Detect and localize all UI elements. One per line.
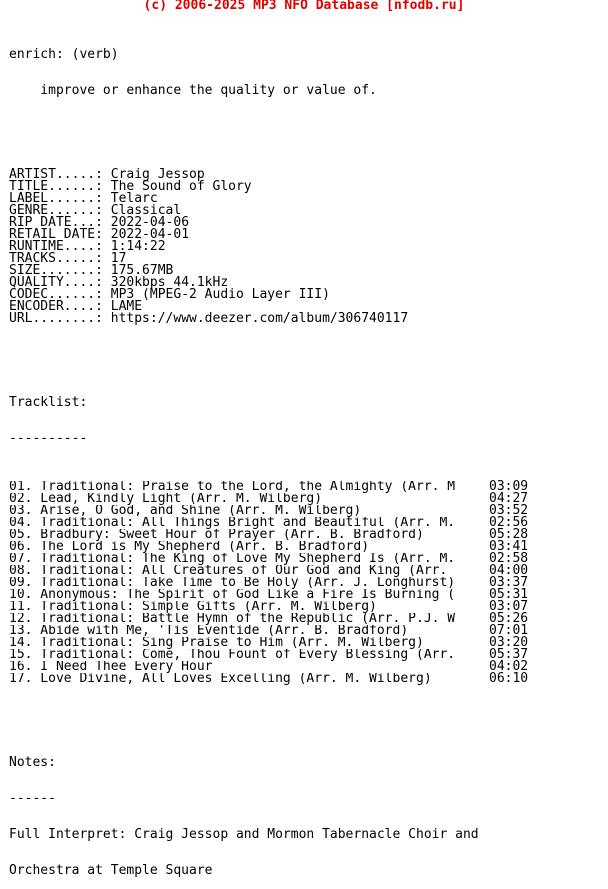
track-duration: 03:37 [489, 575, 529, 590]
info-key: TITLE......: [9, 179, 111, 194]
info-value: Classical [110, 203, 182, 218]
tracklist-underline: ---------- [9, 431, 88, 446]
track-duration: 03:07 [489, 599, 529, 614]
track-title: 04. Traditional: All Things Bright and Beautiful (Arr. M. [9, 517, 456, 529]
track-duration: 06:10 [489, 671, 529, 686]
info-key: TRACKS.....: [9, 251, 111, 266]
track-duration: 05:31 [489, 587, 529, 602]
info-row [9, 313, 604, 325]
info-value: LAME [110, 299, 143, 314]
track-duration: 02:58 [489, 551, 529, 566]
track-duration: 04:27 [489, 491, 529, 506]
notes-line: Full Interpret: Craig Jessop and Mormon Tabernacle Choir and [9, 827, 479, 842]
nfo-text [9, 25, 604, 889]
track-duration: 03:52 [489, 503, 529, 518]
info-key: SIZE.......: [9, 263, 111, 278]
track-duration: 02:56 [489, 515, 529, 530]
info-value: Craig Jessop [110, 167, 205, 182]
track-row [9, 601, 604, 613]
track-title: 12. Traditional: Battle Hymn of the Republic (Arr. P.J. W [9, 613, 456, 625]
info-key: ENCODER....: [9, 299, 111, 314]
track-duration: 03:20 [489, 635, 529, 650]
track-title: 07. Traditional: The King of Love My Shepherd Is (Arr. M. [9, 553, 456, 565]
info-value: 1:14:22 [110, 239, 166, 254]
track-row [9, 649, 604, 661]
track-title: 01. Traditional: Praise to the Lord, the Almighty (Arr. M [9, 481, 456, 493]
track-title: 16. I Need Thee Every Hour [9, 661, 213, 673]
info-key: CODEC......: [9, 287, 111, 302]
info-key: QUALITY....: [9, 275, 111, 290]
spacer [9, 361, 604, 373]
track-row [9, 661, 604, 673]
track-title: 02. Lead, Kindly Light (Arr. M. Wilberg) [9, 493, 323, 505]
track-row [9, 577, 604, 589]
track-title: 17. Love Divine, All Loves Excelling (Arr. M. Wilberg) [9, 673, 432, 685]
site-banner: (c) 2006-2025 MP3 NFO Database [nfodb.ru] [143, 0, 465, 13]
track-title: 05. Bradbury: Sweet Hour of Prayer (Arr. B. Bradford) [9, 529, 424, 541]
track-title: 15. Traditional: Come, Thou Fount of Every Blessing (Arr. [9, 649, 456, 661]
track-row [9, 589, 604, 601]
track-duration: 04:00 [489, 563, 529, 578]
info-key: GENRE......: [9, 203, 111, 218]
track-duration: 03:09 [489, 479, 529, 494]
info-value: MP3 (MPEG-2 Audio Layer III) [110, 287, 330, 302]
track-duration: 05:28 [489, 527, 529, 542]
track-title: 11. Traditional: Simple Gifts (Arr. M. Wilberg) [9, 601, 377, 613]
track-row [9, 625, 604, 637]
spacer [9, 121, 604, 133]
info-value: 2022-04-01 [110, 227, 190, 242]
release-info [9, 169, 604, 325]
definition-word: enrich: (verb) [9, 47, 119, 62]
track-row [9, 673, 604, 685]
track-duration: 05:26 [489, 611, 529, 626]
info-value[interactable]: https://www.deezer.com/album/306740117 [110, 311, 409, 326]
notes-underline: ------ [9, 791, 56, 806]
info-value: Telarc [110, 191, 158, 206]
info-value: 320kbps 44.1kHz [110, 275, 229, 290]
track-duration: 05:37 [489, 647, 529, 662]
notes-heading: Notes: [9, 755, 56, 770]
tracklist-heading: Tracklist: [9, 395, 88, 410]
info-key: RUNTIME....: [9, 239, 111, 254]
track-title: 14. Traditional: Sing Praise to Him (Arr. M. Wilberg) [9, 637, 424, 649]
spacer [9, 721, 604, 733]
definition-meaning: improve or enhance the quality or value of. [9, 83, 377, 98]
track-row [9, 613, 604, 625]
info-key: ARTIST.....: [9, 167, 111, 182]
track-row [9, 553, 604, 565]
track-title: 06. The Lord is My Shepherd (Arr. B. Bradford) [9, 541, 370, 553]
info-value: 17 [110, 251, 127, 266]
info-key: RIP DATE...: [9, 215, 111, 230]
track-title: 03. Arise, O God, and Shine (Arr. M. Wilberg) [9, 505, 362, 517]
info-key: URL........: [9, 311, 111, 326]
track-duration: 04:02 [489, 659, 529, 674]
info-key: LABEL......: [9, 191, 111, 206]
track-row [9, 565, 604, 577]
tracklist [9, 481, 604, 685]
track-title: 08. Traditional: All Creatures of Our God and King (Arr. [9, 565, 448, 577]
track-title: 09. Traditional: Take Time to Be Holy (Arr. J. Longhurst) [9, 577, 456, 589]
track-title: 13. Abide with Me, 'Tis Eventide (Arr. B. Bradford) [9, 625, 409, 637]
info-value: The Sound of Glory [110, 179, 252, 194]
track-duration: 07:01 [489, 623, 529, 638]
track-duration: 03:41 [489, 539, 529, 554]
info-value: 175.67MB [110, 263, 174, 278]
notes-line: Orchestra at Temple Square [9, 863, 213, 878]
track-title: 10. Anonymous: The Spirit of God Like a Fire Is Burning ( [9, 589, 456, 601]
track-row [9, 637, 604, 649]
info-value: 2022-04-06 [110, 215, 190, 230]
info-key: RETAIL DATE: [9, 227, 111, 242]
